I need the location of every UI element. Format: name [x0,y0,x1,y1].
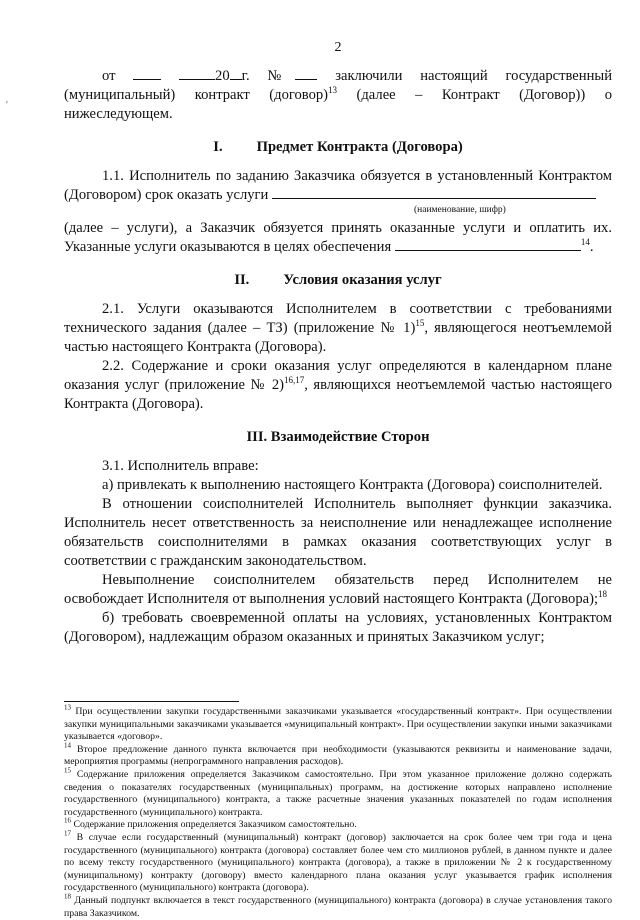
intro-paragraph [64,67,612,124]
intro-year: 20 [215,68,230,84]
footnote: $^{17}$ В случае если государственный (муниципальный) контракт (договор) заключается на срок более чем три года и цена государственного (муниципального) контракта (договора) составляет более чем сто миллионов рублей, в данном пункте и далее по всему тексту государственного (муниципального) контракта (договора), а также в приложении № 2 к государственному (муниципальному) контракту (договору) вместо календарного плана оказания услуг указывается график исполнения государственного (муниципального) контракта (договора). [64,829,612,894]
clause-2-2: 2.2. Содержание и сроки оказания услуг определяются в календарном плане оказания услуг (приложение № 2)$^{16,17}$, являющихся неотъемлемой частью настоящего Контракта (Договора). [64,358,612,412]
year-blank [230,67,242,80]
clause-1-1: 1.1. Исполнитель по заданию Заказчика обязуется в установленный Контрактом (Договором) срок оказать услуги [64,168,612,203]
month-blank [179,67,215,80]
service-blank [272,186,596,199]
intro-tail: заключили настоящий государственный (муниципальный) контракт (договор) [64,68,613,103]
footnote: $^{18}$ Данный подпункт включается в текст государственного (муниципального) контракта (договора) в случае установления такого права Заказчиком. [64,892,612,919]
footnote-ref: 18 [598,589,608,600]
service-caption: (наименование, шифр) [414,205,506,215]
intro-suffix: г. № [241,68,296,84]
clause-3-1-a: а) привлекать к выполнению настоящего Контракта (Договора) соисполнителей. [102,477,603,493]
purpose-blank [395,238,581,251]
intro-end: (далее – Контракт (Договор)) о нижеследующем. [64,87,612,122]
footnote-ref: 15 [415,318,425,329]
footnote: $^{15}$ Содержание приложения определяется Заказчиком самостоятельно. При этом указанное приложение должно содержать сведения о показателях государственных (муниципальных) программ, на достижение которых направлено исполнение государственного (муниципального) контракта, а также расчетные значения указанных показателей по годам исполнения государственного (муниципального) контракта. [64,766,612,818]
number-blank [295,67,317,80]
clause-3-1: 3.1. Исполнитель вправе: [102,458,259,474]
page-number: 2 [334,40,342,55]
section-2-heading: II. Условия оказания услуг [234,272,442,288]
footnote-ref: 14 [580,237,590,248]
footnote-ref: 13 [328,85,338,96]
footnote-ref: 16,17 [283,375,305,386]
footnote: $^{16}$ Содержание приложения определяется Заказчиком самостоятельно. [64,817,357,831]
section-1-heading: I. Предмет Контракта (Договора) [213,139,463,155]
clause-3-1-a-note: Невыполнение соисполнителем обязательств перед Исполнителем не освобождает Исполнителя от выполнения условий настоящего Контракта (Договора);$^{18}$ [64,572,612,607]
section-3-heading: III. Взаимодействие Сторон [246,429,430,445]
footnote: $^{13}$ При осуществлении закупки государственными заказчиками указывается «государственный контракт». При осуществлении закупки муниципальными заказчиками указывается «муниципальный контракт». При осуществлении закупки иными заказчиками указывается «договор». [64,703,612,743]
footnotes [64,703,612,920]
clause-1-1-continued: (далее – услуги), а Заказчик обязуется принять оказанные услуги и оплатить их. Указанные услуги оказываются в целях обеспечения $^{14}$. [64,220,612,255]
footnote-separator [64,701,239,702]
footnote: $^{14}$ Второе предложение данного пункта включается при необходимости (указываются реквизиты и наименование задачи, мероприятия программы (непрограммного направления расходов). [64,741,612,768]
clause-3-1-b: б) требовать своевременной оплаты на условиях, установленных Контрактом (Договором), надлежащим образом оказанных и принятых Заказчиком услуг; [64,610,612,645]
clause-3-1-a-detail: В отношении соисполнителей Исполнитель выполняет функции заказчика. Исполнитель несет ответственность за неисполнение или ненадлежащее исполнение обязательств соисполнителями в рамках оказания соответствующих услуг в соответствии с гражданским законодательством. [64,496,612,569]
clause-2-1: 2.1. Услуги оказываются Исполнителем в соответствии с требованиями технического задания (далее – ТЗ) (приложение № 1)$^{15}$, являющегося неотъемлемой частью настоящего Контракта (Договора). [64,301,612,355]
scan-mark: ' [6,100,8,111]
day-blank [133,67,161,80]
intro-prefix: от [102,68,116,84]
